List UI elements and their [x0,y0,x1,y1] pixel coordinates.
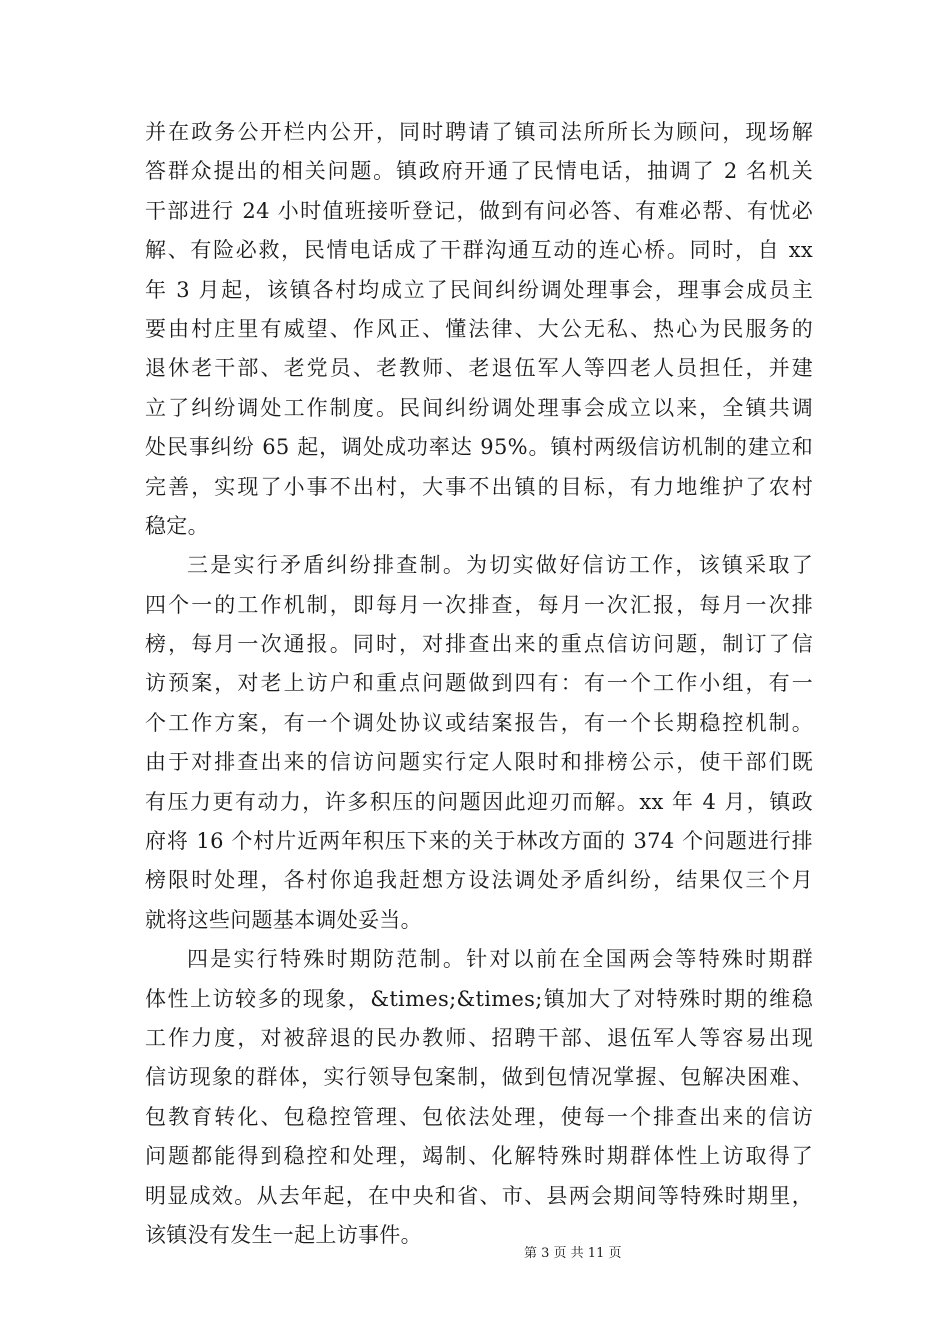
text-line: 并在政务公开栏内公开，同时聘请了镇司法所所长为顾问，现场解 [145,120,813,144]
page-number: 第 3 页 共 11 页 [524,1246,622,1261]
text-line: 包教育转化、包稳控管理、包依法处理，使每一个排查出来的信访 [145,1104,813,1129]
text-line: 信访现象的群体，实行领导包案制，做到包情况掌握、包解决困难、 [145,1065,813,1090]
text-line: 由于对排查出来的信访问题实行定人限时和排榜公示，使干部们既 [145,750,813,775]
text-line: 答群众提出的相关问题。镇政府开通了民情电话，抽调了 2 名机关 [145,159,813,184]
text-line: 体性上访较多的现象，&times;&times;镇加大了对特殊时期的维稳 [145,986,813,1011]
text-line: 四个一的工作机制，即每月一次排查，每月一次汇报，每月一次排 [145,592,813,617]
paragraph-start-line: 三是实行矛盾纠纷排查制。为切实做好信访工作，该镇采取了 [187,553,813,578]
text-line: 明显成效。从去年起，在中央和省、市、县两会期间等特殊时期里， [145,1183,813,1208]
text-line: 访预案，对老上访户和重点问题做到四有：有一个工作小组，有一 [145,671,813,696]
text-line: 府将 16 个村片近两年积压下来的关于林改方面的 374 个问题进行排 [145,829,813,854]
text-line: 退休老干部、老党员、老教师、老退伍军人等四老人员担任，并建 [145,356,813,381]
text-line: 处民事纠纷 65 起，调处成功率达 95%。镇村两级信访机制的建立和 [145,435,813,460]
text-line: 个工作方案，有一个调处协议或结案报告，有一个长期稳控机制。 [145,710,813,735]
text-line: 干部进行 24 小时值班接听登记，做到有问必答、有难必帮、有忧必 [145,198,813,223]
text-line: 有压力更有动力，许多积压的问题因此迎刃而解。xx 年 4 月，镇政 [145,789,813,814]
text-line: 该镇没有发生一起上访事件。 [145,1222,422,1247]
text-line: 工作力度，对被辞退的民办教师、招聘干部、退伍军人等容易出现 [145,1025,813,1050]
text-line: 问题都能得到稳控和处理，竭制、化解特殊时期群体性上访取得了 [145,1144,813,1169]
text-line: 年 3 月起，该镇各村均成立了民间纠纷调处理事会，理事会成员主 [145,277,813,302]
text-line: 解、有险必救，民情电话成了干群沟通互动的连心桥。同时，自 xx [145,238,813,263]
text-line: 榜，每月一次通报。同时，对排查出来的重点信访问题，制订了信 [145,632,813,657]
paragraph-start-line: 四是实行特殊时期防范制。针对以前在全国两会等特殊时期群 [187,947,813,972]
text-line: 要由村庄里有威望、作风正、懂法律、大公无私、热心为民服务的 [145,316,813,341]
text-line: 完善，实现了小事不出村，大事不出镇的目标，有力地维护了农村 [145,474,813,499]
text-line: 榜限时处理，各村你追我赶想方设法调处矛盾纠纷，结果仅三个月 [145,868,813,893]
text-line: 就将这些问题基本调处妥当。 [145,907,422,932]
body-text [145,113,813,1255]
text-line: 立了纠纷调处工作制度。民间纠纷调处理事会成立以来，全镇共调 [145,395,813,420]
text-line: 稳定。 [145,513,209,538]
